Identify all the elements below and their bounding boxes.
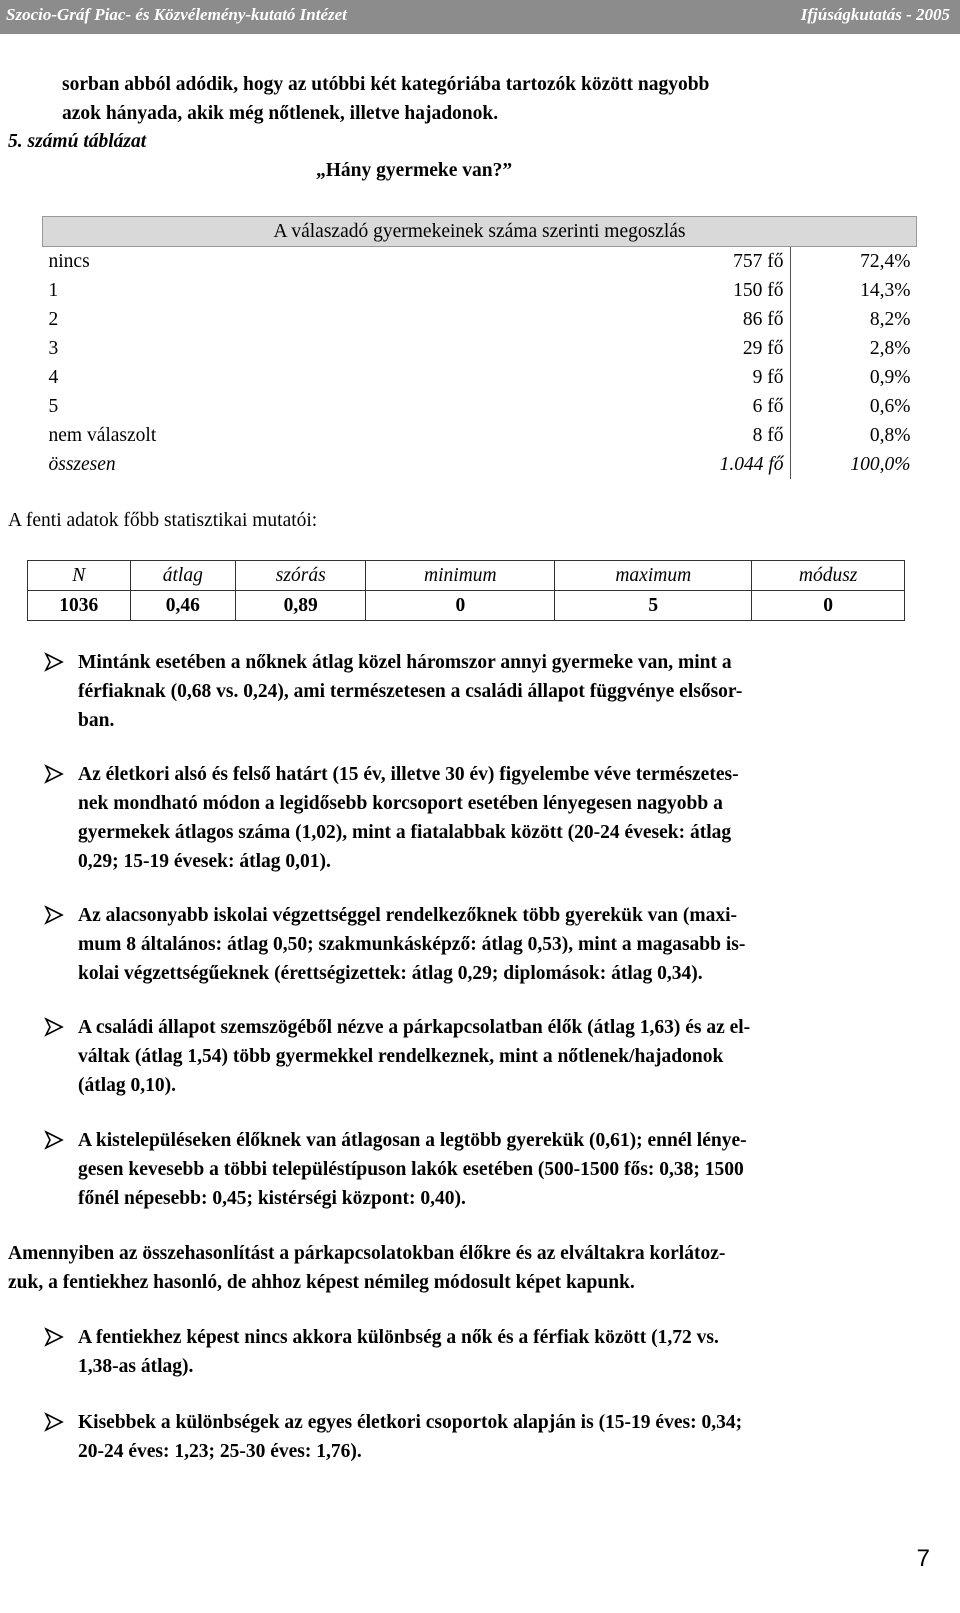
header-institute: Szocio-Gráf Piac- és Közvélemény-kutató Intézet [6, 5, 347, 24]
bullet-line: váltak (átlag 1,54) több gyermekkel rendelkeznek, mint a nőtlenek/hajadonok [78, 1046, 724, 1067]
bullet-text [78, 1126, 944, 1213]
bullet-line: férfiaknak (0,68 vs. 0,24), ami természetesen a családi állapot függvénye elsősor- [78, 681, 743, 702]
row-percent: 0,8% [790, 421, 916, 450]
bullet-line: Az alacsonyabb iskolai végzettséggel rendelkezőknek több gyerekük van (maxi- [78, 905, 738, 926]
arrow-bullet-icon [44, 1327, 64, 1347]
summary-paragraph [8, 1239, 933, 1297]
bullet-line: 0,29; 15-19 évesek: átlag 0,01). [78, 851, 331, 872]
bullet-text [78, 1408, 944, 1466]
stats-value-cell: 0,89 [236, 591, 366, 621]
row-count: 150 fő [733, 279, 784, 301]
row-percent: 0,9% [790, 363, 916, 392]
bullet-text [78, 648, 944, 735]
row-percent: 0,6% [790, 392, 916, 421]
bullet-line: ban. [78, 710, 115, 731]
arrow-bullet-icon [44, 905, 64, 925]
bullet-line: A fentiekhez képest nincs akkora különbség a nők és a férfiak között (1,72 vs. [78, 1327, 719, 1348]
stats-header-row [28, 561, 905, 591]
row-count: 86 fő [742, 308, 784, 330]
stats-value-row [28, 591, 905, 621]
intro-line: sorban abból adódik, hogy az utóbbi két kategóriába tartozók között nagyobb [62, 74, 710, 95]
bullet-line: nek mondható módon a legidősebb korcsoport esetében lényegesen nagyobb a [78, 793, 723, 814]
row-count: 6 fő [752, 395, 784, 417]
header-project: Ifjúságkutatás - 2005 [800, 5, 950, 24]
table-row [43, 334, 917, 363]
stats-value-cell: 5 [555, 591, 752, 621]
arrow-bullet-icon [44, 1130, 64, 1150]
row-label: nincs [48, 250, 90, 272]
table-row [43, 392, 917, 421]
table-label: 5. számú táblázat [8, 131, 147, 152]
stats-value-cell: 0,46 [130, 591, 235, 621]
bullet-line: (átlag 0,10). [78, 1075, 177, 1096]
stats-value-cell: 0 [366, 591, 555, 621]
row-percent: 2,8% [790, 334, 916, 363]
paragraph-line: Amennyiben az összehasonlítást a párkapcsolatokban élőkre és az elváltakra korlátoz- [8, 1243, 726, 1264]
row-percent: 72,4% [790, 247, 916, 277]
bullet-line: Az életkori alsó és felső határt (15 év, illetve 30 év) figyelembe véve természetes- [78, 764, 739, 785]
stats-value-cell: 0 [752, 591, 905, 621]
bullet-text [78, 1323, 944, 1381]
stats-header-cell: módusz [752, 561, 905, 591]
table-row [43, 305, 917, 334]
arrow-bullet-icon [44, 764, 64, 784]
arrow-bullet-icon [44, 1017, 64, 1037]
table-caption-row [43, 217, 917, 247]
table-row [43, 363, 917, 392]
stats-header-cell: szórás [236, 561, 366, 591]
table-question: „Hány gyermeke van?” [316, 160, 513, 181]
bullet-line: kolai végzettségűeknek (érettségizettek: átlag 0,29; diplomások: átlag 0,34). [78, 963, 703, 984]
arrow-bullet-icon [44, 1412, 64, 1432]
bullet-line: 20-24 éves: 1,23; 25-30 éves: 1,76). [78, 1441, 362, 1462]
bullet-line: A kistelepüléseken élőknek van átlagosan a legtöbb gyerekük (0,61); ennél lénye- [78, 1130, 747, 1151]
stats-table [27, 560, 905, 621]
stats-header-cell: minimum [366, 561, 555, 591]
table-row [43, 247, 917, 277]
page-header [0, 0, 960, 34]
bullet-line: Kisebbek a különbségek az egyes életkori csoportok alapján is (15-19 éves: 0,34; [78, 1412, 743, 1433]
bullet-line: főnél népesebb: 0,45; kistérségi központ: 0,40). [78, 1188, 466, 1209]
table-caption: A válaszadó gyermekeinek száma szerinti megoszlás [43, 217, 917, 247]
bullet-line: gesen kevesebb a többi településtípuson lakók esetében (500-1500 fős: 0,38; 1500 [78, 1159, 744, 1180]
total-percent: 100,0% [790, 450, 916, 479]
row-percent: 8,2% [790, 305, 916, 334]
table-row [43, 276, 917, 305]
total-label: összesen [48, 453, 116, 475]
row-count: 8 fő [752, 424, 784, 446]
bullet-line: Mintánk esetében a nőknek átlag közel háromszor annyi gyermeke van, mint a [78, 652, 732, 673]
stats-value-cell: 1036 [28, 591, 131, 621]
row-count: 9 fő [752, 366, 784, 388]
intro-line: azok hányada, akik még nőtlenek, illetve hajadonok. [62, 103, 499, 124]
row-label: nem válaszolt [48, 424, 157, 446]
row-label: 2 [48, 308, 59, 330]
row-percent: 14,3% [790, 276, 916, 305]
table-total-row [43, 450, 917, 479]
intro-paragraph [62, 70, 709, 128]
bullet-text [78, 901, 944, 988]
row-label: 4 [48, 366, 59, 388]
row-count: 757 fő [733, 250, 784, 272]
total-count: 1.044 fő [719, 453, 784, 475]
stats-intro: A fenti adatok főbb statisztikai mutatói: [8, 510, 318, 531]
stats-header-cell: N [28, 561, 131, 591]
page-number: 7 [916, 1545, 930, 1572]
table-row [43, 421, 917, 450]
bullet-line: A családi állapot szemszögéből nézve a párkapcsolatban élők (átlag 1,63) és az el- [78, 1017, 751, 1038]
bullet-line: 1,38-as átlag). [78, 1356, 194, 1377]
distribution-table [42, 216, 917, 479]
bullet-line: mum 8 általános: átlag 0,50; szakmunkásképző: átlag 0,53), mint a magasabb is- [78, 934, 746, 955]
bullet-text [78, 1013, 944, 1100]
row-label: 3 [48, 337, 59, 359]
row-count: 29 fő [742, 337, 784, 359]
bullet-text [78, 760, 944, 876]
row-label: 5 [48, 395, 59, 417]
stats-header-cell: átlag [130, 561, 235, 591]
bullet-line: gyermekek átlagos száma (1,02), mint a fiatalabbak között (20-24 évesek: átlag [78, 822, 732, 843]
row-label: 1 [48, 279, 59, 301]
arrow-bullet-icon [44, 652, 64, 672]
stats-header-cell: maximum [555, 561, 752, 591]
paragraph-line: zuk, a fentiekhez hasonló, de ahhoz képest némileg módosult képet kapunk. [8, 1272, 635, 1293]
